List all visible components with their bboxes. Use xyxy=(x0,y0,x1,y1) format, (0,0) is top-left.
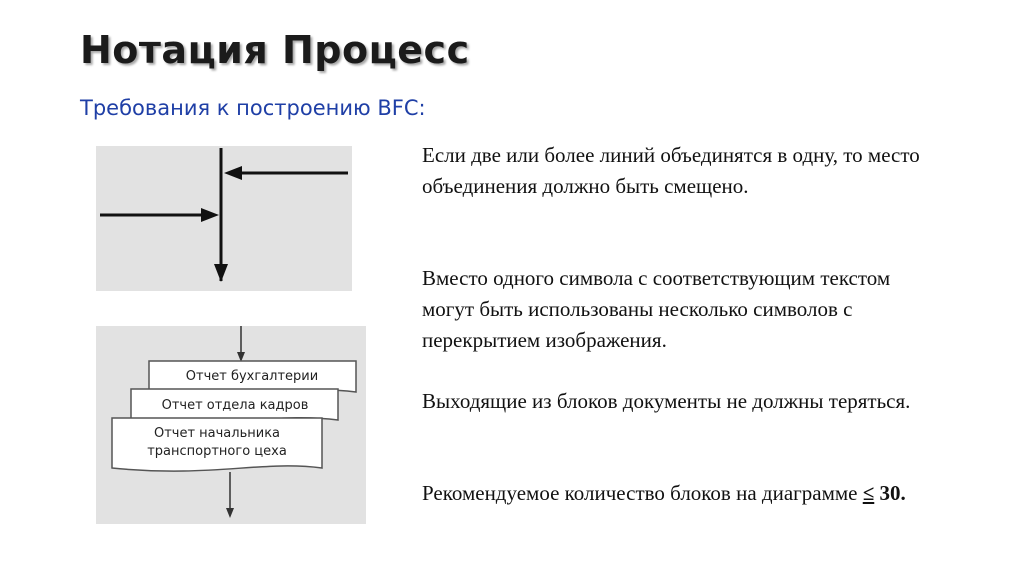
paragraph-output-documents: Выходящие из блоков документы не должны теряться. xyxy=(422,389,911,413)
document-label-2: Отчет отдела кадров xyxy=(161,398,309,413)
overlapping-documents-diagram xyxy=(96,326,366,524)
block-count-symbol: ≤ xyxy=(862,481,875,505)
document-label-1: Отчет бухгалтерии xyxy=(185,369,319,384)
merging-lines-figure xyxy=(96,146,352,291)
outgoing-arrow-head xyxy=(226,508,234,518)
paragraph-block-count xyxy=(422,478,942,509)
block-count-limit: ≤ 30. xyxy=(862,481,906,505)
merging-lines-diagram xyxy=(96,146,352,291)
document-label-3-line1: Отчет начальника xyxy=(153,426,281,441)
paragraph-overlapping-symbols: Вместо одного символа с соответствующим текстом могут быть использованы несколько символов с перекрытием изображения. xyxy=(422,266,891,352)
right-arrow-head xyxy=(201,208,219,222)
page-title: Нотация Процесс xyxy=(80,28,470,72)
page-subtitle: Требования к построению BFC: xyxy=(80,96,426,120)
block-count-text: Рекомендуемое количество блоков на диаграмме xyxy=(422,481,863,505)
down-arrow-head xyxy=(214,264,228,282)
left-arrow-head xyxy=(224,166,242,180)
document-label-3-line2: транспортного цеха xyxy=(147,444,287,459)
overlapping-documents-figure xyxy=(96,326,366,524)
paragraph-merging-lines: Если две или более линий объединятся в одну, то место объединения должно быть смещено. xyxy=(422,143,920,198)
